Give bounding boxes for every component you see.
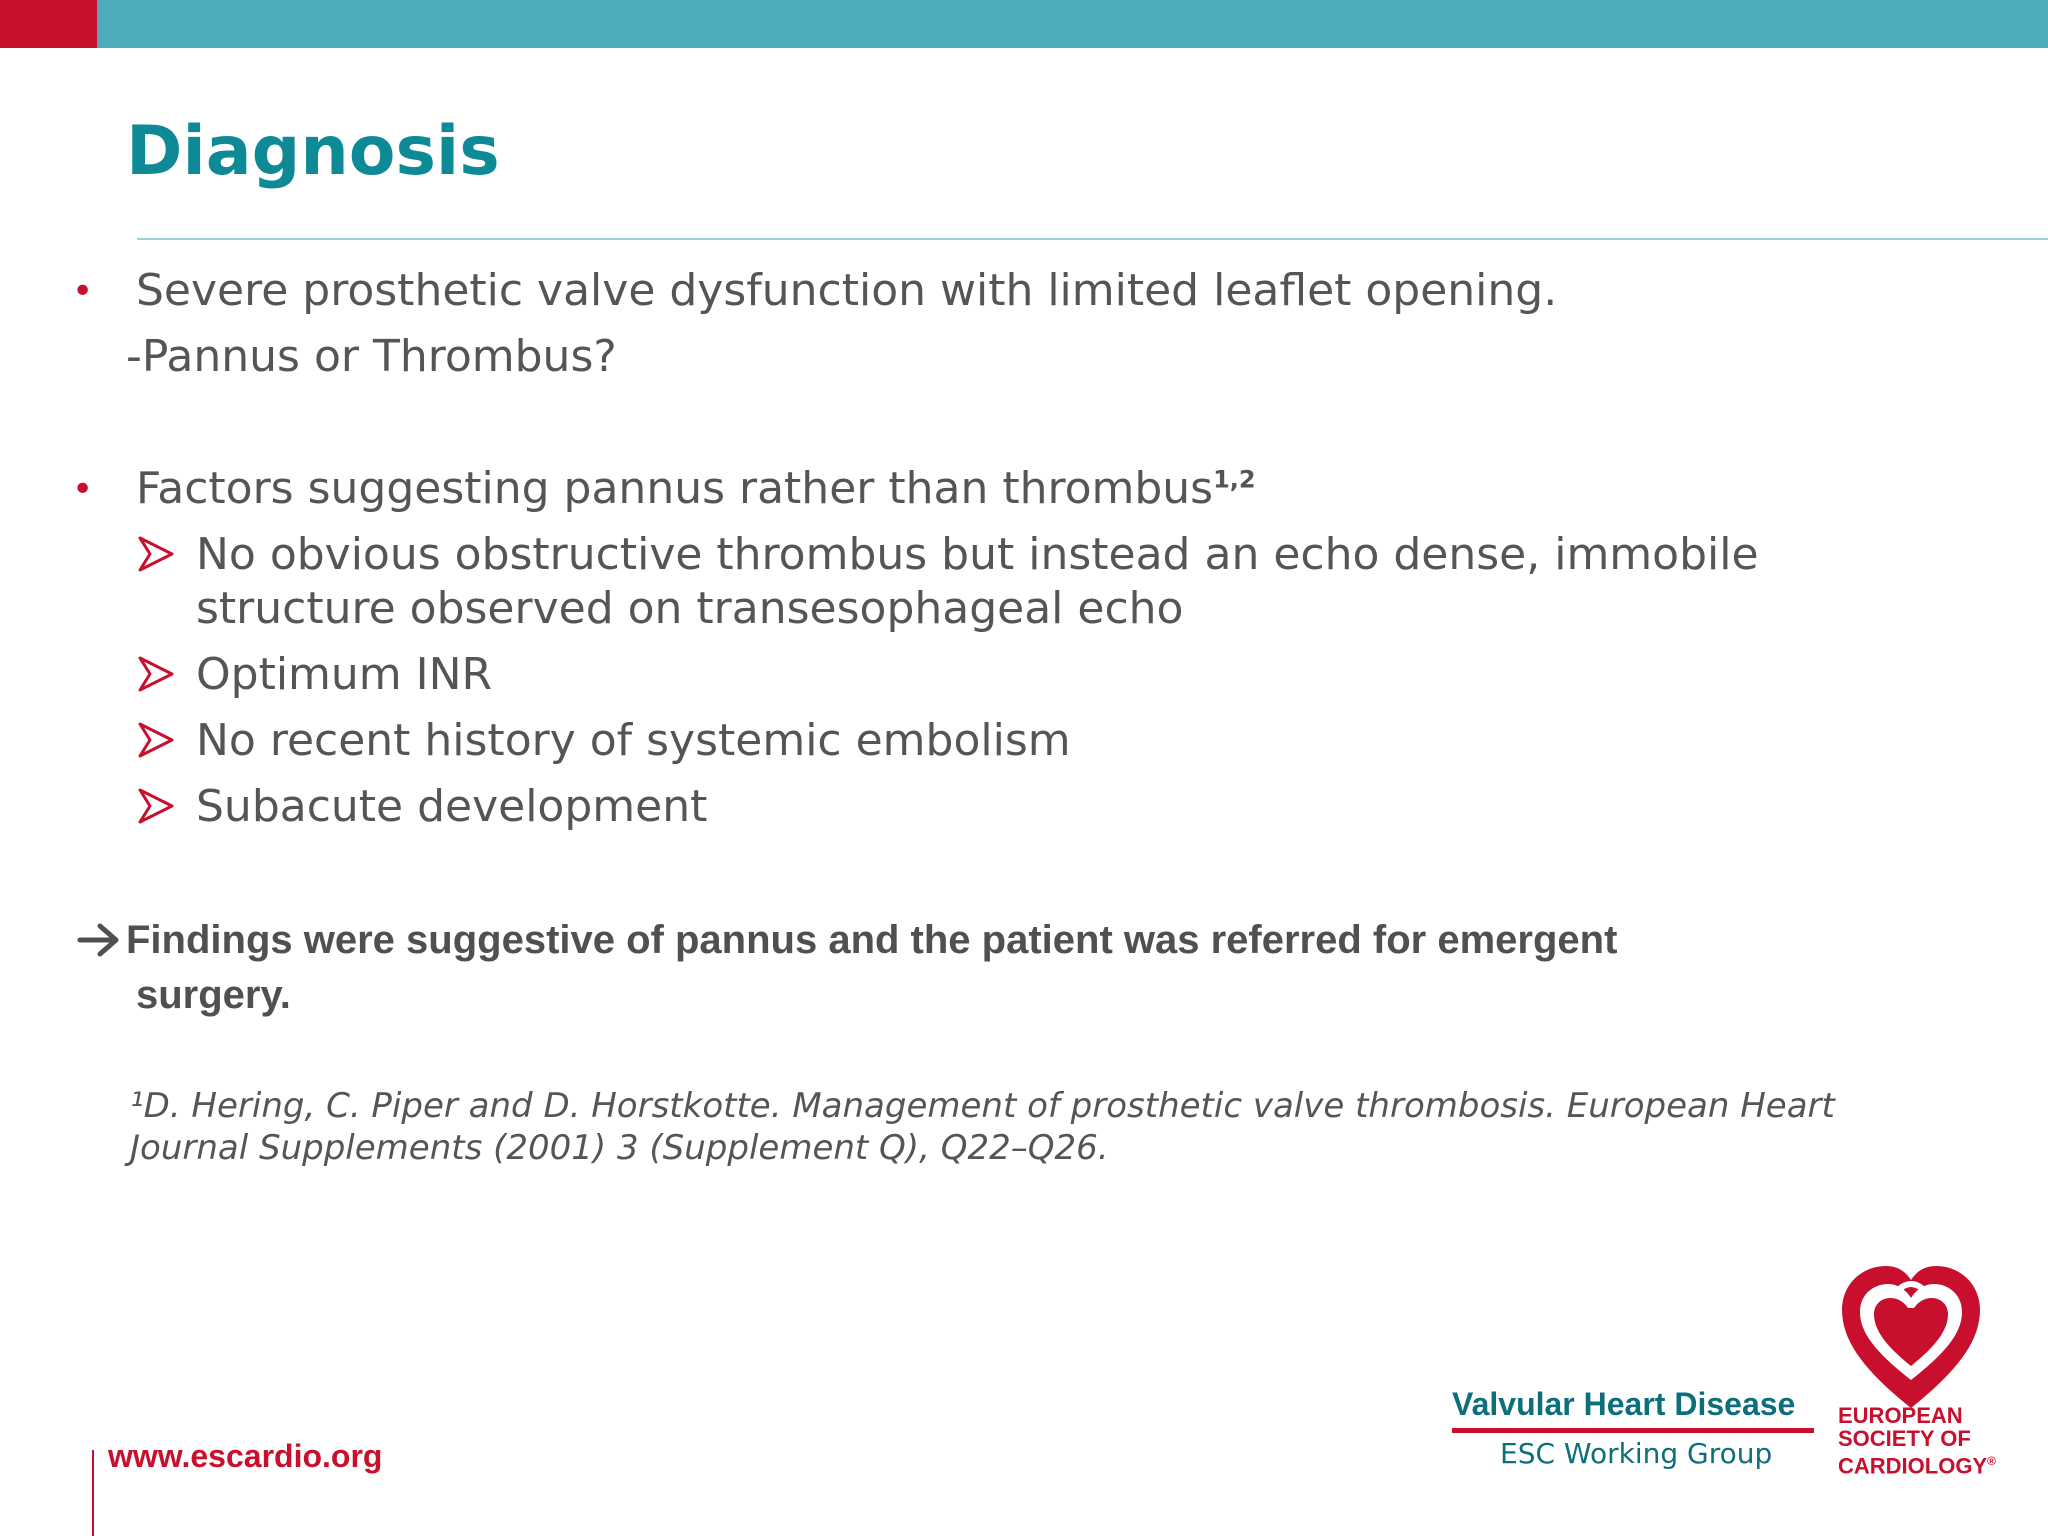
- subitem-1-line1: No obvious obstructive thrombus but instead an echo dense, immobile: [196, 529, 1759, 580]
- esc-registered: ®: [1987, 1454, 1996, 1468]
- esc-wordmark: [1838, 1404, 1996, 1477]
- reference-line2: Journal Supplements (2001) 3 (Supplement Q), Q22–Q26.: [130, 1128, 1109, 1168]
- bullet-1-subline: -Pannus or Thrombus?: [126, 331, 617, 382]
- vhd-divider: [1452, 1428, 1814, 1433]
- right-arrow-icon: [76, 920, 122, 960]
- subitem-3: No recent history of systemic embolism: [196, 715, 1071, 766]
- arrowhead-icon: [136, 534, 176, 574]
- top-bar-red-block: [0, 0, 97, 48]
- bullet-2-label: Factors suggesting pannus rather than thrombus: [136, 463, 1214, 514]
- subitem-2: Optimum INR: [196, 649, 493, 700]
- esc-line1: EUROPEAN: [1838, 1403, 1963, 1428]
- bullet-1-text: Severe prosthetic valve dysfunction with limited leaflet opening.: [136, 265, 1558, 316]
- subitem-1-line2: structure observed on transesophageal echo: [196, 583, 1184, 634]
- vhd-subtitle: ESC Working Group: [1500, 1437, 1773, 1470]
- esc-heart-logo-icon: [1836, 1262, 1986, 1412]
- reference-line1: ¹D. Hering, C. Piper and D. Horstkotte. Management of prosthetic valve thrombosis. European Heart: [130, 1086, 1835, 1126]
- footer-divider: [92, 1450, 94, 1536]
- conclusion-line1: Findings were suggestive of pannus and the patient was referred for emergent: [126, 918, 1618, 962]
- arrowhead-icon: [136, 720, 176, 760]
- conclusion-line2: surgery.: [136, 973, 291, 1017]
- citation-superscript: 1,2: [1213, 465, 1256, 494]
- bullet-2-text: [136, 462, 1256, 516]
- arrowhead-icon: [136, 654, 176, 694]
- subitem-4: Subacute development: [196, 781, 708, 832]
- top-bar: [0, 0, 2048, 48]
- esc-line3: CARDIOLOGY: [1838, 1453, 1988, 1479]
- vhd-title: Valvular Heart Disease: [1452, 1386, 1796, 1422]
- dot-bullet-icon: •: [72, 271, 94, 312]
- website-link[interactable]: www.escardio.org: [108, 1438, 383, 1474]
- arrowhead-icon: [136, 786, 176, 826]
- esc-line2: SOCIETY OF: [1838, 1426, 1971, 1451]
- esc-line3-wrap: [1838, 1450, 1996, 1477]
- dot-bullet-icon: •: [72, 469, 94, 510]
- title-divider: [137, 238, 2048, 240]
- slide-title: Diagnosis: [126, 112, 500, 191]
